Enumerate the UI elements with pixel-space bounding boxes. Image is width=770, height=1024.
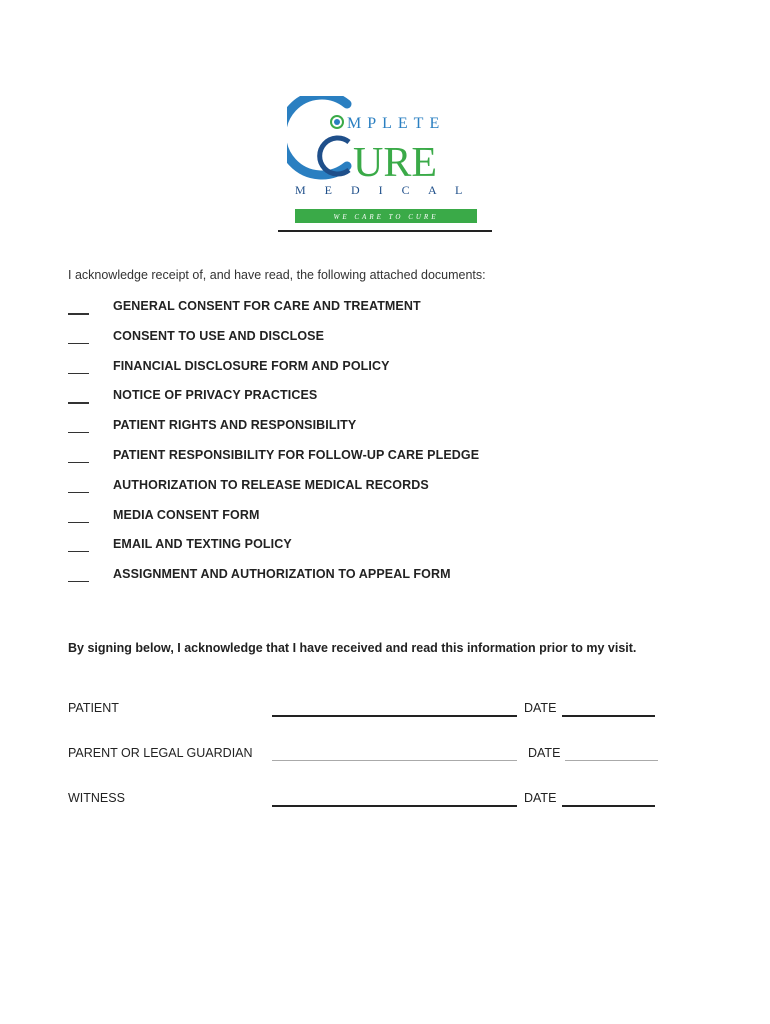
document-item [68,567,479,597]
document-item [68,478,479,508]
patient-label: PATIENT [68,701,119,715]
guardian-date-line[interactable] [565,760,658,761]
witness-date-line[interactable] [562,805,655,807]
patient-signature-row [68,701,668,721]
document-list [68,299,479,597]
patient-signature-line[interactable] [272,715,517,717]
document-title: NOTICE OF PRIVACY PRACTICES [113,388,318,403]
checkbox-blank[interactable] [68,331,89,344]
guardian-signature-line[interactable] [272,760,517,761]
date-label: DATE [528,746,561,760]
document-item [68,448,479,478]
document-item [68,508,479,538]
guardian-signature-row [68,746,668,766]
date-label: DATE [524,701,557,715]
guardian-label: PARENT OR LEGAL GUARDIAN [68,746,253,760]
document-title: ASSIGNMENT AND AUTHORIZATION TO APPEAL FORM [113,567,451,582]
document-item [68,359,479,389]
document-title: EMAIL AND TEXTING POLICY [113,537,292,552]
complete-cure-medical-logo [287,96,483,226]
checkbox-blank[interactable] [68,569,89,582]
date-label: DATE [524,791,557,805]
document-title: PATIENT RIGHTS AND RESPONSIBILITY [113,418,357,433]
checkbox-blank[interactable] [68,510,89,523]
checkbox-blank[interactable] [68,420,89,433]
logo-tagline: WE CARE TO CURE [333,213,439,221]
checkbox-blank[interactable] [68,450,89,463]
header-divider [278,230,492,232]
checkbox-blank[interactable] [68,390,89,404]
document-item [68,418,479,448]
checkbox-blank[interactable] [68,301,89,315]
logo-word-main: URE [353,140,437,186]
document-title: FINANCIAL DISCLOSURE FORM AND POLICY [113,358,390,373]
document-item [68,537,479,567]
witness-label: WITNESS [68,791,125,805]
document-title: CONSENT TO USE AND DISCLOSE [113,328,325,343]
acknowledgement-statement: By signing below, I acknowledge that I have received and read this information prior to my visit. [68,641,637,655]
patient-date-line[interactable] [562,715,655,717]
checkbox-blank[interactable] [68,539,89,552]
intro-text: I acknowledge receipt of, and have read, the following attached documents: [68,268,486,282]
logo-word-top: MPLETE [347,115,446,132]
document-title: PATIENT RESPONSIBILITY FOR FOLLOW-UP CARE PLEDGE [113,447,480,462]
witness-signature-row [68,791,668,811]
document-item [68,299,479,329]
document-title: MEDIA CONSENT FORM [113,507,260,522]
checkbox-blank[interactable] [68,480,89,493]
document-item [68,329,479,359]
checkbox-blank[interactable] [68,361,89,374]
document-title: AUTHORIZATION TO RELEASE MEDICAL RECORDS [113,477,429,492]
document-title: GENERAL CONSENT FOR CARE AND TREATMENT [113,299,421,313]
document-item [68,388,479,418]
witness-signature-line[interactable] [272,805,517,807]
logo-word-bottom: M E D I C A L [295,183,471,197]
